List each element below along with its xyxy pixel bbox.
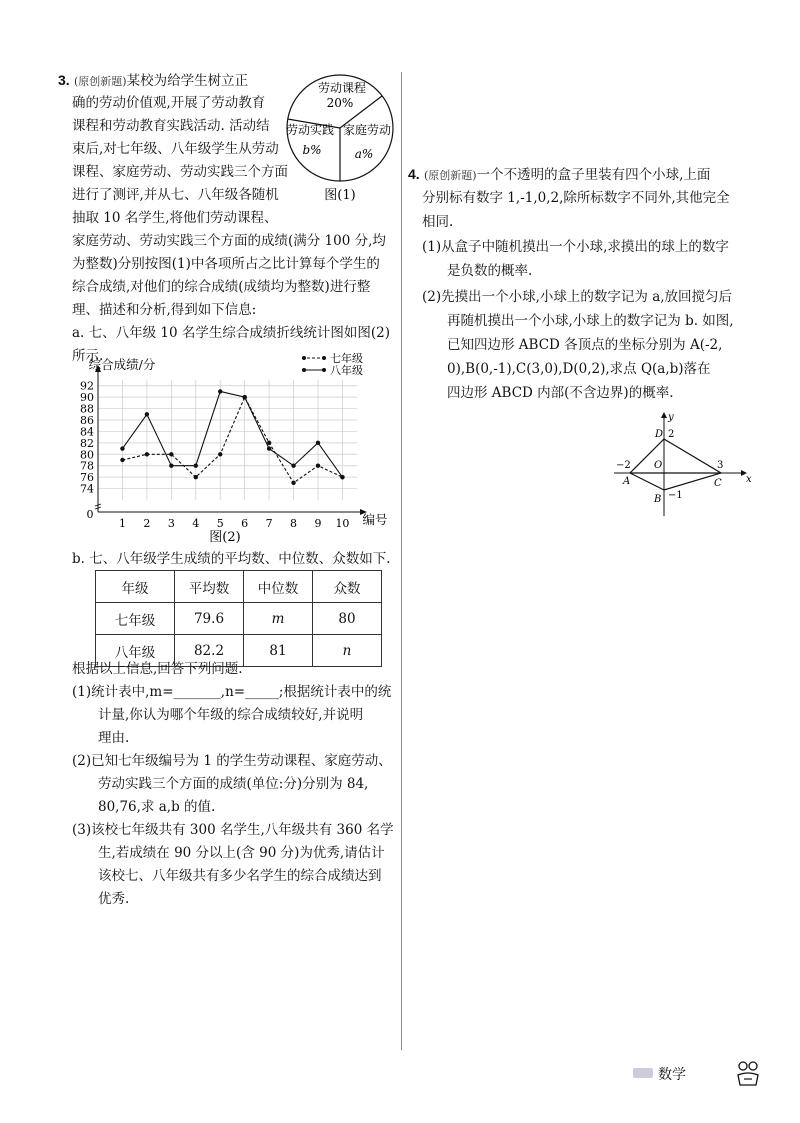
pie-figure: [282, 72, 398, 202]
legend-label: 七年级: [330, 352, 363, 365]
q3-line-1: 确的劳动价值观,开展了劳动教育: [72, 95, 266, 111]
pie-pct-home: a%: [354, 147, 374, 161]
q3-sub1-line-2: 理由.: [98, 730, 130, 746]
footer-mascot-icon: [734, 1058, 762, 1088]
y-tick-label: 88: [80, 402, 94, 416]
chart-legend: [302, 351, 363, 377]
label-num-neg2: −2: [616, 460, 631, 471]
data-point: [291, 464, 295, 468]
x-tick-label: 2: [143, 517, 151, 530]
x-tick-label: 7: [265, 517, 273, 530]
q4-first-line: [408, 164, 710, 186]
label-num-2: 2: [668, 429, 675, 440]
label-a: A: [623, 476, 631, 487]
legend-marker: [302, 368, 306, 372]
table-header-cell: 中位数: [244, 571, 313, 603]
chart-x-label: 编号: [362, 512, 388, 527]
table-cell: 八年级: [96, 635, 175, 667]
y-tick-label: 84: [80, 425, 94, 439]
table-cell: 80: [313, 603, 382, 635]
q3-line-5: 进行了测评,并从七、八年级各随机: [72, 187, 279, 203]
q3-first-line: [58, 70, 248, 92]
x-tick-label: 3: [167, 517, 175, 530]
q4-number: 4.: [408, 166, 420, 182]
data-point: [267, 446, 271, 450]
pie-label-home: 家庭劳动: [342, 123, 392, 137]
q3-line-6: 抽取 10 名学生,将他们劳动课程、: [72, 210, 278, 226]
q3-line-4: 课程、家庭劳动、劳动实践三个方面: [72, 164, 288, 180]
legend-marker: [322, 356, 326, 360]
data-point: [169, 452, 173, 456]
legend-label: 八年级: [330, 364, 363, 377]
label-num-neg1: −1: [668, 490, 683, 501]
column-divider: [401, 72, 402, 1050]
pie-caption: 图(1): [324, 188, 356, 202]
data-point: [291, 481, 295, 485]
pie-label-course: 劳动课程: [317, 81, 367, 95]
q4-tag: (原创新题): [423, 169, 477, 182]
q3-line-11: a. 七、八年级 10 名学生综合成绩折线统计图如图(2): [72, 325, 391, 341]
q3-sub3-line-3: 优秀.: [98, 891, 130, 907]
table-row: [96, 603, 382, 635]
y-tick-label: 78: [80, 459, 94, 473]
data-point: [218, 389, 222, 393]
y-tick-label: 90: [80, 391, 94, 405]
q3-line-12: 所示.: [72, 348, 104, 364]
x-tick-label: 5: [216, 517, 224, 530]
pie-label-practice: 劳动实践: [285, 123, 335, 137]
data-point: [145, 452, 149, 456]
data-point: [316, 464, 320, 468]
q3-line-0: 某校为给学生树立正: [126, 73, 249, 89]
y-tick-label: 86: [80, 414, 94, 427]
q3-line-8: 为整数)分别按图(1)中各项所占之比计算每个学生的: [72, 256, 380, 272]
table-header-cell: 众数: [313, 571, 382, 603]
q3-line-7: 家庭劳动、劳动实践三个方面的成绩(满分 100 分,均: [72, 233, 386, 249]
q3-sub2-line-2: 80,76,求 a,b 的值.: [98, 799, 216, 815]
q4-sub1-line-0: (1)从盒子中随机摸出一个小球,求摸出的球上的数字: [422, 239, 729, 255]
table-cell: m: [244, 603, 313, 635]
q3-table-intro: b. 七、八年级学生成绩的平均数、中位数、众数如下.: [72, 551, 391, 567]
q3-sub3-line-1: 生,若成绩在 90 分以上(含 90 分)为优秀,请估计: [98, 845, 385, 861]
q3-sub1-line-1: 计量,你认为哪个年级的综合成绩较好,并说明: [98, 707, 364, 723]
q4-line-1: 分别标有数字 1,-1,0,2,除所标数字不同外,其他完全: [422, 190, 730, 206]
x-tick-label: 4: [192, 517, 200, 530]
q3-line-2: 课程和劳动教育实践活动. 活动结: [72, 118, 270, 134]
footer-subject: 数学: [658, 1066, 686, 1082]
q3-sub3-line-0: (3)该校七年级共有 300 名学生,八年级共有 360 名学: [72, 822, 394, 838]
q3-sub1-line-0: (1)统计表中,m=_______,n=_____;根据统计表中的统: [72, 684, 392, 700]
data-point: [169, 464, 173, 468]
q3-sub2-line-0: (2)已知七年级编号为 1 的学生劳动课程、家庭劳动、: [72, 753, 392, 769]
line-chart: [70, 350, 400, 550]
data-point: [340, 475, 344, 479]
stats-table: [95, 570, 382, 667]
legend-marker: [302, 356, 306, 360]
label-d: D: [655, 429, 664, 440]
x-tick-label: 1: [118, 517, 126, 530]
q4-sub2-line-0: (2)先摸出一个小球,小球上的数字记为 a,放回搅匀后: [422, 289, 733, 305]
table-cell: 79.6: [175, 603, 244, 635]
q3-line-9: 综合成绩,对他们的综合成绩(成绩均为整数)进行整: [72, 279, 371, 295]
data-point: [218, 452, 222, 456]
series-line: [122, 391, 342, 477]
q4-sub2-line-4: 四边形 ABCD 内部(不含边界)的概率.: [447, 385, 674, 401]
label-c: C: [714, 478, 722, 489]
label-x: x: [746, 474, 752, 485]
label-num-3: 3: [717, 460, 724, 471]
legend-marker: [322, 368, 326, 372]
chart-axes: [95, 365, 367, 515]
data-point: [145, 412, 149, 416]
q3-sub3-line-2: 该校七、八年级共有多少名学生的综合成绩达到: [98, 868, 382, 884]
x-tick-label: 9: [314, 517, 322, 530]
label-b: B: [654, 494, 662, 505]
q4-sub2-line-1: 再随机摸出一个小球,小球上的数字记为 b. 如图,: [447, 313, 734, 329]
table-cell: 82.2: [175, 635, 244, 667]
q3-sub2-line-1: 劳动实践三个方面的成绩(单位:分)分别为 84,: [98, 776, 369, 792]
series-line: [122, 397, 342, 483]
q3-after-table: 根据以上信息,回答下列问题.: [72, 661, 243, 677]
x-tick-label: 8: [290, 517, 298, 530]
q4-line-2: 相同.: [422, 214, 454, 230]
footer-page-decoration: [633, 1068, 653, 1078]
q4-sub2-line-3: 0),B(0,-1),C(3,0),D(0,2),求点 Q(a,b)落在: [447, 361, 711, 377]
table-cell: 81: [244, 635, 313, 667]
q3-number: 3.: [58, 72, 70, 88]
chart-y-ticks: [80, 380, 94, 496]
data-point: [120, 446, 124, 450]
table-cell: n: [313, 635, 382, 667]
q3-tag: (原创新题): [73, 75, 127, 88]
table-header-cell: 年级: [96, 571, 175, 603]
data-point: [316, 441, 320, 445]
label-o: O: [654, 460, 663, 471]
q4-line-0: 一个不透明的盒子里装有四个小球,上面: [476, 167, 711, 183]
data-point: [242, 395, 246, 399]
q4-sub2-line-2: 已知四边形 ABCD 各顶点的坐标分别为 A(-2,: [447, 337, 723, 353]
chart-origin-label: 0: [86, 508, 94, 521]
x-tick-label: 6: [241, 517, 249, 530]
q3-line-10: 理、描述和分析,得到如下信息:: [72, 302, 257, 318]
table-cell: 七年级: [96, 603, 175, 635]
y-tick-label: 74: [80, 482, 94, 496]
chart-grid: [98, 380, 357, 500]
chart-caption: 图(2): [209, 530, 241, 545]
pie-pct-course: 20%: [326, 96, 354, 110]
y-tick-label: 80: [80, 448, 94, 462]
y-tick-label: 82: [80, 436, 94, 450]
data-point: [120, 458, 124, 462]
table-header-row: [96, 571, 382, 603]
y-tick-label: 76: [80, 471, 94, 485]
chart-y-label: 综合成绩/分: [88, 357, 156, 372]
chart-series: [120, 389, 344, 485]
data-point: [194, 475, 198, 479]
table-header-cell: 平均数: [175, 571, 244, 603]
y-tick-label: 92: [80, 379, 94, 393]
quadrilateral-abcd: [630, 439, 724, 490]
q3-line-3: 束后,对七年级、八年级学生从劳动: [72, 141, 279, 157]
data-point: [194, 464, 198, 468]
x-tick-label: 10: [335, 517, 350, 530]
quad-diagram: [612, 408, 752, 520]
q4-sub1-line-1: 是负数的概率.: [447, 263, 533, 279]
label-y: y: [668, 412, 674, 423]
pie-pct-practice: b%: [302, 143, 322, 157]
chart-x-ticks: [119, 517, 350, 530]
